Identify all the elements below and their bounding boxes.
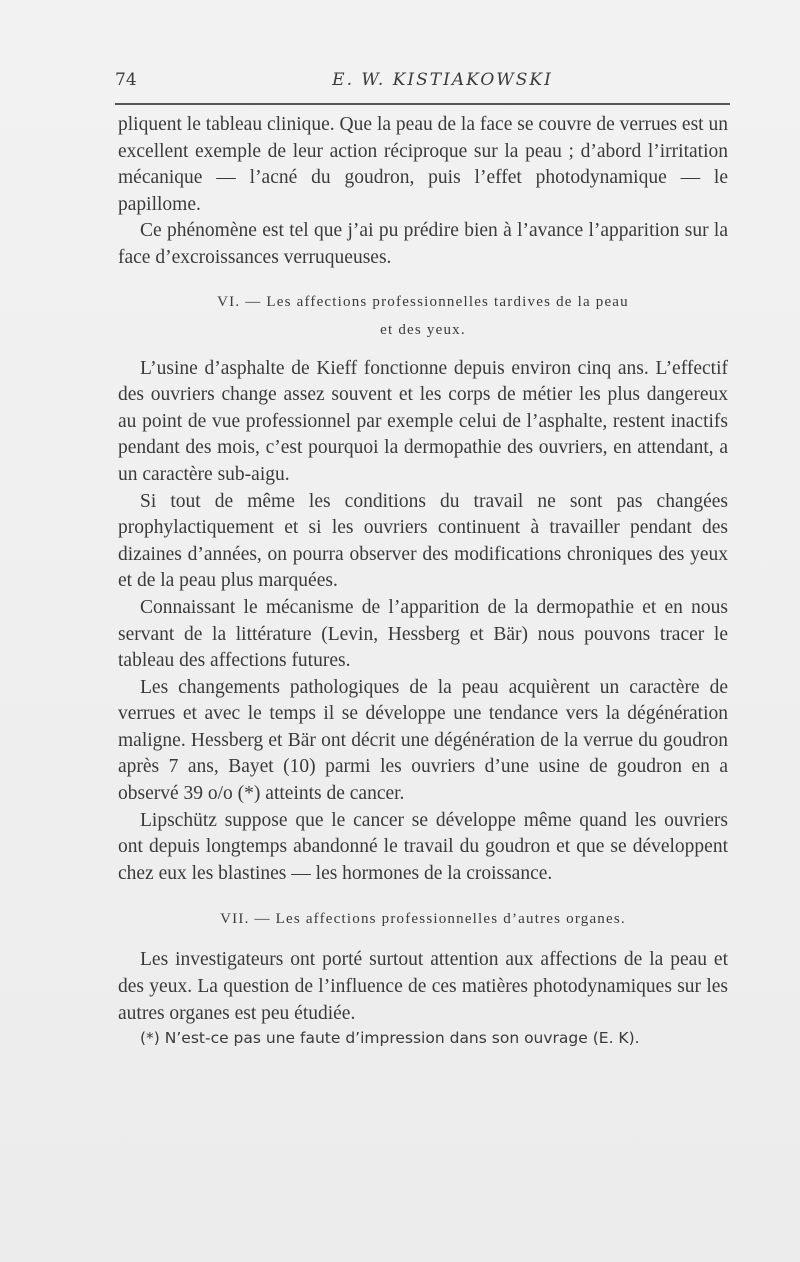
paragraph: Connaissant le mécanisme de l’apparition de la dermopathie et en nous servant de la littérature (Levin, Hessberg et Bär) nous pouvons tracer le tableau des affections futures. bbox=[118, 596, 728, 672]
section-heading-vi-line1: VI. — Les affections professionnelles tardives de la peau bbox=[217, 293, 629, 310]
paragraph: Si tout de même les conditions du travail ne sont pas changées prophylactiquement et si les ouvriers continuent à travailler pendant des dizaines d’années, on pourra observer des modifications chroniques des yeux et de la peau plus marquées. bbox=[118, 490, 728, 592]
paragraph: pliquent le tableau clinique. Que la peau de la face se couvre de verrues est un excellent exemple de leur action réciproque sur la peau ; d’abord l’irritation mécanique — l’acné du goudron, puis l’effet photodynamique — le papillome. bbox=[118, 114, 728, 215]
header-rule bbox=[115, 103, 730, 105]
paragraph: Ce phénomène est tel que j’ai pu prédire bien à l’avance l’apparition sur la face d’excroissances verruqueuses. bbox=[118, 220, 728, 268]
paragraph: Les investigateurs ont porté surtout attention aux affections de la peau et des yeux. La question de l’influence de ces matières photodynamiques sur les autres organes est peu étudiée. bbox=[118, 949, 728, 1024]
body-text bbox=[118, 112, 728, 1049]
paragraph: L’usine d’asphalte de Kieff fonctionne depuis environ cinq ans. L’effectif des ouvriers change assez souvent et les corps de métier les plus dangereux au point de vue professionnel par exemple celui de l’asphalte, restent inactifs pendant des mois, c’est pourquoi la dermopathie des ouvriers, en attendant, a un caractère sub-aigu. bbox=[118, 357, 728, 485]
paragraph: Lipschütz suppose que le cancer se développe même quand les ouvriers ont depuis longtemps abandonné le travail du goudron et que se développent chez eux les blastines — les hormones de la croissance. bbox=[118, 809, 728, 884]
page-header bbox=[115, 70, 730, 92]
section-heading-vii bbox=[118, 905, 728, 933]
footnote: (*) N’est-ce pas une faute d’impression dans son ouvrage (E. K). bbox=[140, 1029, 640, 1048]
running-title: E. W. KISTIAKOWSKI bbox=[332, 70, 553, 90]
section-heading-vi-line2: et des yeux. bbox=[380, 321, 466, 338]
paragraph: Les changements pathologiques de la peau acquièrent un caractère de verrues et avec le temps il se développe une tendance vers la dégénération maligne. Hessberg et Bär ont décrit une dégénération de la verrue du goudron après 7 ans, Bayet (10) parmi les ouvriers d’une usine de goudron en a observé 39 o/o (*) atteints de cancer. bbox=[118, 676, 728, 805]
section-heading-vi bbox=[118, 288, 728, 344]
page-number: 74 bbox=[115, 70, 137, 90]
section-heading-vii-text: VII. — Les affections professionnelles d’autres organes. bbox=[220, 911, 626, 928]
